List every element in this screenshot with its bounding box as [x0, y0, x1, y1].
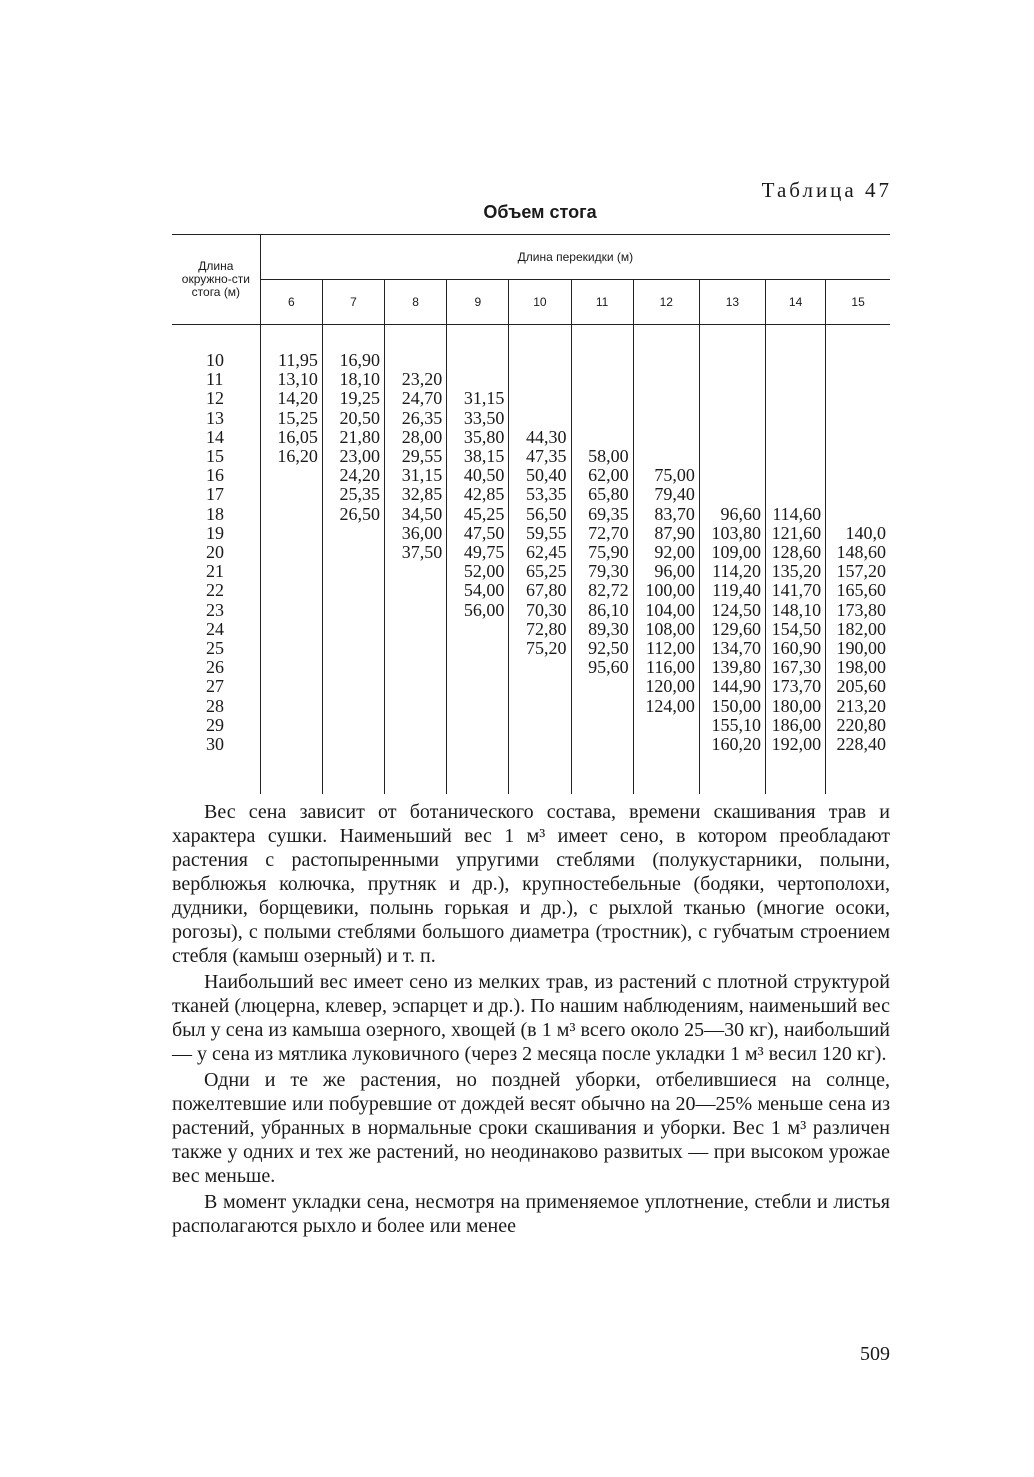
table-cell [260, 658, 322, 677]
table-cell: 148,10 [766, 601, 826, 620]
row-label: 21 [206, 561, 224, 582]
table-cell: 37,50 [385, 543, 447, 562]
table-cell: 83,70 [633, 505, 699, 524]
row-label: 18 [206, 503, 224, 524]
row-label: 15 [206, 446, 224, 467]
table-cell: 96,00 [633, 562, 699, 581]
body-text [172, 800, 890, 1240]
table-cell: 16,90 [322, 351, 384, 370]
table-cell: 36,00 [385, 524, 447, 543]
table-cell [509, 351, 571, 370]
table-cell [260, 716, 322, 735]
table-row [172, 370, 890, 389]
table-cell [447, 658, 509, 677]
table-cell: 92,00 [633, 543, 699, 562]
table-cell [766, 409, 826, 428]
table-cell [699, 428, 765, 447]
table-cell [826, 466, 890, 485]
table-cell [385, 620, 447, 639]
table-cell: 11,95 [260, 351, 322, 370]
table-cell [699, 351, 765, 370]
table-cell: 69,35 [571, 505, 633, 524]
table-cell [699, 485, 765, 504]
table-cell: 186,00 [766, 716, 826, 735]
table-cell: 24,20 [322, 466, 384, 485]
table-cell [633, 389, 699, 408]
table-cell: 21,80 [322, 428, 384, 447]
table-cell: 23,00 [322, 447, 384, 466]
row-label: 14 [206, 426, 224, 447]
row-label: 25 [206, 638, 224, 659]
table-cell: 109,00 [699, 543, 765, 562]
column-header: 11 [571, 280, 633, 325]
table-cell [699, 389, 765, 408]
table-cell [322, 697, 384, 716]
row-label: 17 [206, 484, 224, 505]
table-row [172, 485, 890, 504]
table-row [172, 677, 890, 696]
table-cell [766, 389, 826, 408]
table-cell [826, 447, 890, 466]
table-cell: 160,20 [699, 735, 765, 754]
table-cell [571, 351, 633, 370]
table-cell [509, 677, 571, 696]
column-header: 12 [633, 280, 699, 325]
table-cell [699, 466, 765, 485]
table-cell: 28,00 [385, 428, 447, 447]
row-label: 23 [206, 599, 224, 620]
table-cell: 120,00 [633, 677, 699, 696]
table-cell: 47,35 [509, 447, 571, 466]
table-cell [322, 677, 384, 696]
table-cell [447, 735, 509, 754]
table-cell [322, 601, 384, 620]
table-cell: 13,10 [260, 370, 322, 389]
stub-header: Длина окружно-сти стога (м) [181, 259, 250, 299]
table-cell [447, 697, 509, 716]
table-cell [260, 601, 322, 620]
table-cell: 25,35 [322, 485, 384, 504]
row-label: 29 [206, 714, 224, 735]
table-label: Таблица 47 [761, 178, 892, 202]
row-label: 27 [206, 676, 224, 697]
table-cell [509, 658, 571, 677]
table-cell [509, 735, 571, 754]
table-cell [826, 505, 890, 524]
table-cell: 165,60 [826, 581, 890, 600]
row-label: 16 [206, 465, 224, 486]
span-header: Длина перекидки (м) [260, 235, 890, 280]
table-cell [826, 485, 890, 504]
table-cell [447, 370, 509, 389]
table-cell [322, 620, 384, 639]
table-cell: 160,90 [766, 639, 826, 658]
table-cell: 87,90 [633, 524, 699, 543]
table-cell: 59,55 [509, 524, 571, 543]
table-cell: 38,15 [447, 447, 509, 466]
table-cell: 154,50 [766, 620, 826, 639]
row-label: 26 [206, 657, 224, 678]
table-cell: 192,00 [766, 735, 826, 754]
table-cell [509, 716, 571, 735]
table-cell: 75,20 [509, 639, 571, 658]
table-cell [633, 351, 699, 370]
table-cell: 72,70 [571, 524, 633, 543]
table-cell: 89,30 [571, 620, 633, 639]
paragraph: Одни и те же растения, но поздней уборки, отбелившиеся на солнце, пожелтевшие или побуревшие от дождей весят обычно на 20—25% меньше сена из растений, убранных в нормальные сроки скашивания и уборки. Вес 1 м³ различен также у одних и тех же растений, но неодинаково развитых — при высоком урожае вес меньше. [172, 1069, 890, 1187]
table-cell: 19,25 [322, 389, 384, 408]
table-cell [633, 447, 699, 466]
table-cell [260, 620, 322, 639]
table-cell [571, 389, 633, 408]
table-cell: 129,60 [699, 620, 765, 639]
table-body [172, 325, 890, 795]
table-cell: 58,00 [571, 447, 633, 466]
table-cell [766, 485, 826, 504]
table-cell [699, 370, 765, 389]
table-cell: 62,45 [509, 543, 571, 562]
table-row [172, 735, 890, 754]
table-cell: 148,60 [826, 543, 890, 562]
table-cell: 18,10 [322, 370, 384, 389]
table-cell [766, 466, 826, 485]
column-header: 6 [260, 280, 322, 325]
table-cell [260, 677, 322, 696]
table-cell: 35,80 [447, 428, 509, 447]
table-cell: 54,00 [447, 581, 509, 600]
page-number: 509 [860, 1343, 890, 1365]
table-cell [766, 351, 826, 370]
column-header: 8 [385, 280, 447, 325]
paragraph: Вес сена зависит от ботанического состава, времени скашивания трав и характера сушки. Наименьший вес 1 м³ имеет сено, в котором преобладают растения с растопыренными упругими стеблями (полукустарники, полыни, верблюжья колючка, прутняк и др.), крупностебельные (бодяки, чертополохи, дудники, борщевики, полынь горькая и др.), с рыхлой тканью (многие осоки, рогозы), с полыми стеблями большого диаметра (тростник), с губчатым строением стебля (камыш озерный) и т. п. [172, 801, 890, 967]
table-cell [322, 581, 384, 600]
table-cell [385, 677, 447, 696]
table-cell: 112,00 [633, 639, 699, 658]
table-row [172, 409, 890, 428]
table-cell [260, 543, 322, 562]
table-cell: 82,72 [571, 581, 633, 600]
table-cell: 100,00 [633, 581, 699, 600]
table-cell: 150,00 [699, 697, 765, 716]
table-cell: 139,80 [699, 658, 765, 677]
table-cell: 40,50 [447, 466, 509, 485]
table-cell: 119,40 [699, 581, 765, 600]
table-cell [322, 658, 384, 677]
table-cell [509, 409, 571, 428]
table-cell: 86,10 [571, 601, 633, 620]
table-cell [260, 581, 322, 600]
table-cell [826, 428, 890, 447]
table-cell: 190,00 [826, 639, 890, 658]
table-cell [571, 677, 633, 696]
table-cell: 134,70 [699, 639, 765, 658]
table-cell: 157,20 [826, 562, 890, 581]
table-cell: 65,80 [571, 485, 633, 504]
table-cell [571, 735, 633, 754]
table-cell: 144,90 [699, 677, 765, 696]
table-cell [826, 409, 890, 428]
table-cell: 49,75 [447, 543, 509, 562]
table-cell [447, 716, 509, 735]
table-row [172, 351, 890, 370]
table-cell: 26,50 [322, 505, 384, 524]
table-cell: 95,60 [571, 658, 633, 677]
table-cell: 92,50 [571, 639, 633, 658]
table-cell [633, 370, 699, 389]
column-header: 10 [509, 280, 571, 325]
table-cell: 33,50 [447, 409, 509, 428]
table-cell: 53,35 [509, 485, 571, 504]
table-cell: 135,20 [766, 562, 826, 581]
column-header: 9 [447, 280, 509, 325]
table-cell: 75,00 [633, 466, 699, 485]
row-label: 10 [206, 350, 224, 370]
table-cell [385, 562, 447, 581]
table-cell [385, 639, 447, 658]
table-cell: 31,15 [447, 389, 509, 408]
table-cell [447, 677, 509, 696]
table-cell: 205,60 [826, 677, 890, 696]
table-cell: 103,80 [699, 524, 765, 543]
table-cell [633, 409, 699, 428]
table-cell: 173,80 [826, 601, 890, 620]
table-cell [260, 735, 322, 754]
row-label: 19 [206, 522, 224, 543]
table-row [172, 716, 890, 735]
table-cell: 42,85 [447, 485, 509, 504]
table-cell: 20,50 [322, 409, 384, 428]
table-cell: 23,20 [385, 370, 447, 389]
row-label: 22 [206, 580, 224, 601]
table-cell: 104,00 [633, 601, 699, 620]
table-cell [322, 524, 384, 543]
table-cell: 124,00 [633, 697, 699, 716]
table-row [172, 562, 890, 581]
table-cell [260, 697, 322, 716]
table-cell: 75,90 [571, 543, 633, 562]
row-label: 28 [206, 695, 224, 716]
table-row [172, 601, 890, 620]
table-cell: 62,00 [571, 466, 633, 485]
table-cell [260, 466, 322, 485]
table-cell [571, 428, 633, 447]
table-cell [385, 601, 447, 620]
table-cell [766, 370, 826, 389]
table-cell: 79,30 [571, 562, 633, 581]
column-header-row [172, 280, 890, 325]
table-cell [385, 658, 447, 677]
table-cell: 31,15 [385, 466, 447, 485]
table-cell [385, 581, 447, 600]
table-cell: 96,60 [699, 505, 765, 524]
table-cell [322, 543, 384, 562]
table-cell: 29,55 [385, 447, 447, 466]
row-label: 24 [206, 618, 224, 639]
table-cell [826, 389, 890, 408]
table-row [172, 639, 890, 658]
table-cell: 52,00 [447, 562, 509, 581]
table-cell [260, 639, 322, 658]
table-cell [322, 716, 384, 735]
table-row [172, 389, 890, 408]
table-cell [766, 447, 826, 466]
column-header: 7 [322, 280, 384, 325]
table-cell [633, 716, 699, 735]
table-cell: 16,20 [260, 447, 322, 466]
table-cell [633, 428, 699, 447]
column-header: 14 [766, 280, 826, 325]
table-cell [571, 716, 633, 735]
table-cell: 114,20 [699, 562, 765, 581]
table-cell [509, 389, 571, 408]
table-cell: 16,05 [260, 428, 322, 447]
table-cell: 141,70 [766, 581, 826, 600]
table-cell [766, 428, 826, 447]
table-row [172, 524, 890, 543]
table-cell: 67,80 [509, 581, 571, 600]
table-cell: 173,70 [766, 677, 826, 696]
table-row [172, 543, 890, 562]
table-cell: 182,00 [826, 620, 890, 639]
table-title: Объем стога [483, 202, 597, 222]
table-cell: 228,40 [826, 735, 890, 754]
table-cell [260, 524, 322, 543]
table-cell: 128,60 [766, 543, 826, 562]
table-row [172, 447, 890, 466]
table-cell [385, 351, 447, 370]
table-cell: 167,30 [766, 658, 826, 677]
row-label: 13 [206, 407, 224, 428]
table-cell [826, 370, 890, 389]
table-cell: 32,85 [385, 485, 447, 504]
table-cell: 56,00 [447, 601, 509, 620]
table-cell: 50,40 [509, 466, 571, 485]
table-cell [447, 620, 509, 639]
table-cell: 14,20 [260, 389, 322, 408]
table-cell: 26,35 [385, 409, 447, 428]
row-label: 12 [206, 388, 224, 409]
table-cell: 198,00 [826, 658, 890, 677]
table-cell: 180,00 [766, 697, 826, 716]
table-cell: 47,50 [447, 524, 509, 543]
table-row [172, 658, 890, 677]
table-cell [385, 716, 447, 735]
table-cell: 116,00 [633, 658, 699, 677]
table-cell [322, 562, 384, 581]
column-header: 15 [826, 280, 890, 325]
paragraph: В момент укладки сена, несмотря на применяемое уплотнение, стебли и листья располагаются рыхло и более или менее [172, 1191, 890, 1237]
table-cell [509, 370, 571, 389]
table-cell [571, 697, 633, 716]
table-row [172, 581, 890, 600]
table-cell [385, 735, 447, 754]
table-cell: 140,0 [826, 524, 890, 543]
table-cell [260, 485, 322, 504]
table-cell: 15,25 [260, 409, 322, 428]
table-cell: 124,50 [699, 601, 765, 620]
table-cell [571, 370, 633, 389]
table-cell [447, 351, 509, 370]
table-cell: 114,60 [766, 505, 826, 524]
table-cell: 108,00 [633, 620, 699, 639]
table-cell [260, 505, 322, 524]
table-cell: 24,70 [385, 389, 447, 408]
table-cell [385, 697, 447, 716]
row-label: 30 [206, 734, 224, 755]
table-cell [447, 639, 509, 658]
row-label: 11 [206, 369, 224, 390]
table-cell: 70,30 [509, 601, 571, 620]
column-header: 13 [699, 280, 765, 325]
table-cell [509, 697, 571, 716]
table-cell: 155,10 [699, 716, 765, 735]
row-label: 20 [206, 542, 224, 563]
table-cell [322, 639, 384, 658]
table-cell: 65,25 [509, 562, 571, 581]
table-cell: 56,50 [509, 505, 571, 524]
table-cell [699, 409, 765, 428]
table-cell: 44,30 [509, 428, 571, 447]
table-cell: 220,80 [826, 716, 890, 735]
table-row [172, 697, 890, 716]
table-row [172, 428, 890, 447]
table-row [172, 466, 890, 485]
table-cell [699, 447, 765, 466]
table-cell: 45,25 [447, 505, 509, 524]
table-cell: 72,80 [509, 620, 571, 639]
table-cell [826, 351, 890, 370]
table-row [172, 620, 890, 639]
table-cell: 121,60 [766, 524, 826, 543]
table-cell: 79,40 [633, 485, 699, 504]
table-cell [571, 409, 633, 428]
table-row [172, 505, 890, 524]
table-cell [633, 735, 699, 754]
table-cell [260, 562, 322, 581]
table-cell: 34,50 [385, 505, 447, 524]
table-cell [322, 735, 384, 754]
table-cell: 213,20 [826, 697, 890, 716]
haystack-volume-table [172, 234, 890, 794]
paragraph: Наибольший вес имеет сено из мелких трав, из растений с плотной структурой тканей (люцерна, клевер, эспарцет и др.). По нашим наблюдениям, наименьший вес был у сена из камыша озерного, хвощей (в 1 м³ всего около 25—30 кг), наибольший — у сена из мятлика луковичного (через 2 месяца после укладки 1 м³ весил 120 кг). [172, 971, 890, 1065]
